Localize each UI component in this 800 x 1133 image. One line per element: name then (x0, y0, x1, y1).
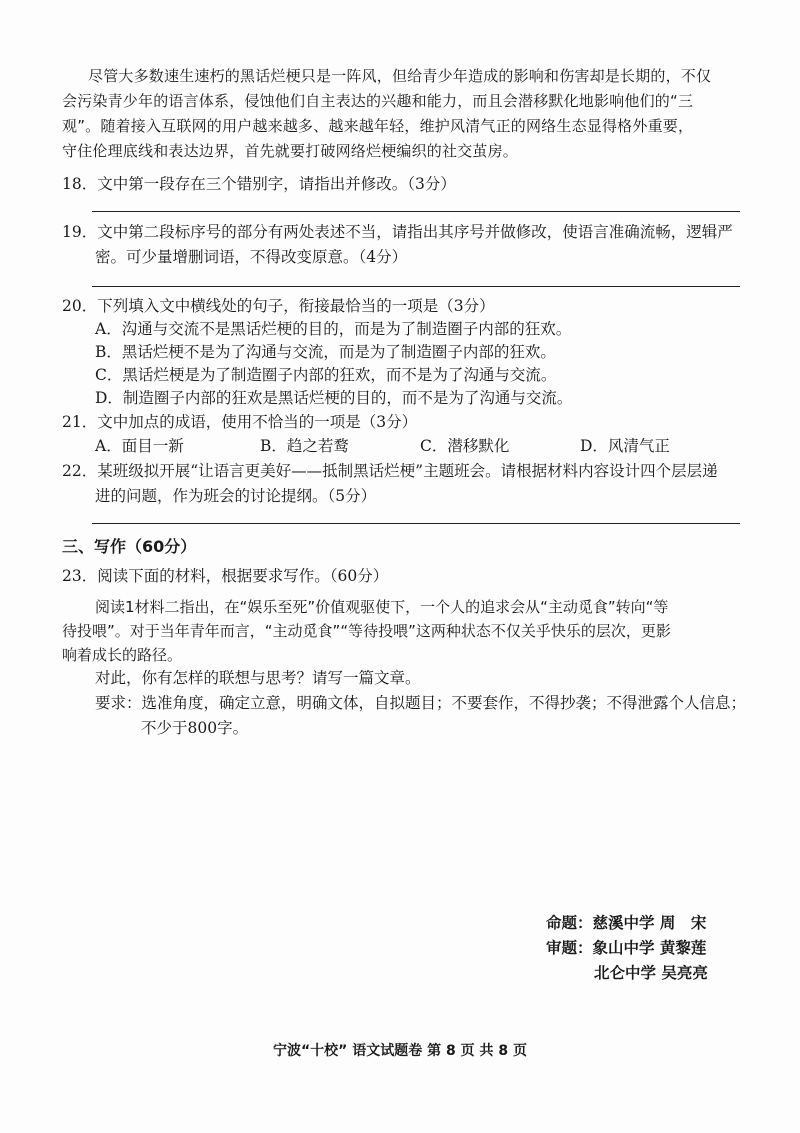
question-21-option-a[interactable]: A．面目一新 (95, 437, 184, 455)
question-20: 20．下列填入文中横线处的句子，衔接最恰当的一项是（3分） (62, 297, 495, 315)
writing-requirements-line-2: 不少于800字。 (141, 719, 249, 737)
question-21-option-b[interactable]: B．趋之若鹜 (260, 437, 349, 455)
question-23: 23．阅读下面的材料，根据要求写作。（60分） (62, 567, 389, 585)
passage-line-1: 尽管大多数速生速朽的黑话烂梗只是一阵风，但给青少年造成的影响和伤害却是长期的，不仅 (88, 67, 712, 85)
passage-line-3: 观”。随着接入互联网的用户越来越多、越来越年轻，维护风清气正的网络生态显得格外重要， (62, 117, 694, 135)
question-19-line-2: 密。可少量增删词语，不得改变原意。（4分） (95, 248, 408, 266)
material-line-1: 阅读1材料二指出，在“娱乐至死”价值观驱使下，一个人的追求会从“主动觅食”转向“等 (95, 598, 669, 616)
question-21: 21．文中加点的成语，使用不恰当的一项是（3分） (62, 413, 418, 431)
question-20-option-d[interactable]: D．制造圈子内部的狂欢是黑话烂梗的目的，而不是为了沟通与交流。 (95, 389, 573, 407)
passage-line-2: 会污染青少年的语言体系，侵蚀他们自主表达的兴趣和能力，而且会潜移默化地影响他们的“三 (62, 92, 694, 110)
question-22-line-2: 进的问题，作为班会的讨论提纲。（5分） (95, 487, 377, 505)
writing-prompt: 对此，你有怎样的联想与思考？请写一篇文章。 (95, 669, 421, 687)
question-21-option-c[interactable]: C．潜移默化 (420, 437, 510, 455)
page-footer: 宁波“十校” 语文试题卷 第 8 页 共 8 页 (272, 1043, 527, 1059)
credits-reviewer: 审题：象山中学 黄黎莲 (546, 939, 707, 957)
section-title-writing: 三、写作（60分） (62, 537, 197, 556)
question-18: 18．文中第一段存在三个错别字，请指出并修改。（3分） (62, 175, 456, 193)
credits-author: 命题：慈溪中学 周 宋 (546, 914, 707, 932)
answer-line-18[interactable] (92, 211, 740, 212)
question-20-option-c[interactable]: C．黑话烂梗是为了制造圈子内部的狂欢，而不是为了沟通与交流。 (95, 366, 557, 384)
material-line-2: 待投喂”。对于当年青年而言，“主动觅食”“等待投喂”这两种状态不仅关乎快乐的层次，更影 (62, 622, 671, 640)
answer-line-22[interactable] (92, 523, 740, 524)
question-21-options (95, 436, 735, 458)
credits-reviewer-2: 北仑中学 吴亮亮 (594, 964, 708, 982)
material-line-3: 响着成长的路径。 (62, 646, 183, 664)
passage-line-4: 守住伦理底线和表达边界，首先就要打破网络烂梗编织的社交茧房。 (62, 142, 519, 160)
writing-requirements-line-1: 要求：选准角度，确定立意，明确文体，自拟题目；不要套作，不得抄袭；不得泄露个人信息； (95, 694, 747, 712)
question-21-option-d[interactable]: D．风清气正 (580, 437, 670, 455)
question-20-option-a[interactable]: A．沟通与交流不是黑话烂梗的目的，而是为了制造圈子内部的狂欢。 (95, 320, 572, 338)
question-22-line-1: 22．某班级拟开展“让语言更美好——抵制黑话烂梗”主题班会。请根据材料内容设计四个层层递 (62, 462, 718, 480)
question-19-line-1: 19．文中第二段标序号的部分有两处表述不当，请指出其序号并做修改，使语言准确流畅，逻辑严 (62, 223, 733, 241)
question-20-option-b[interactable]: B．黑话烂梗不是为了沟通与交流，而是为了制造圈子内部的狂欢。 (95, 343, 556, 361)
answer-line-19[interactable] (92, 286, 740, 287)
